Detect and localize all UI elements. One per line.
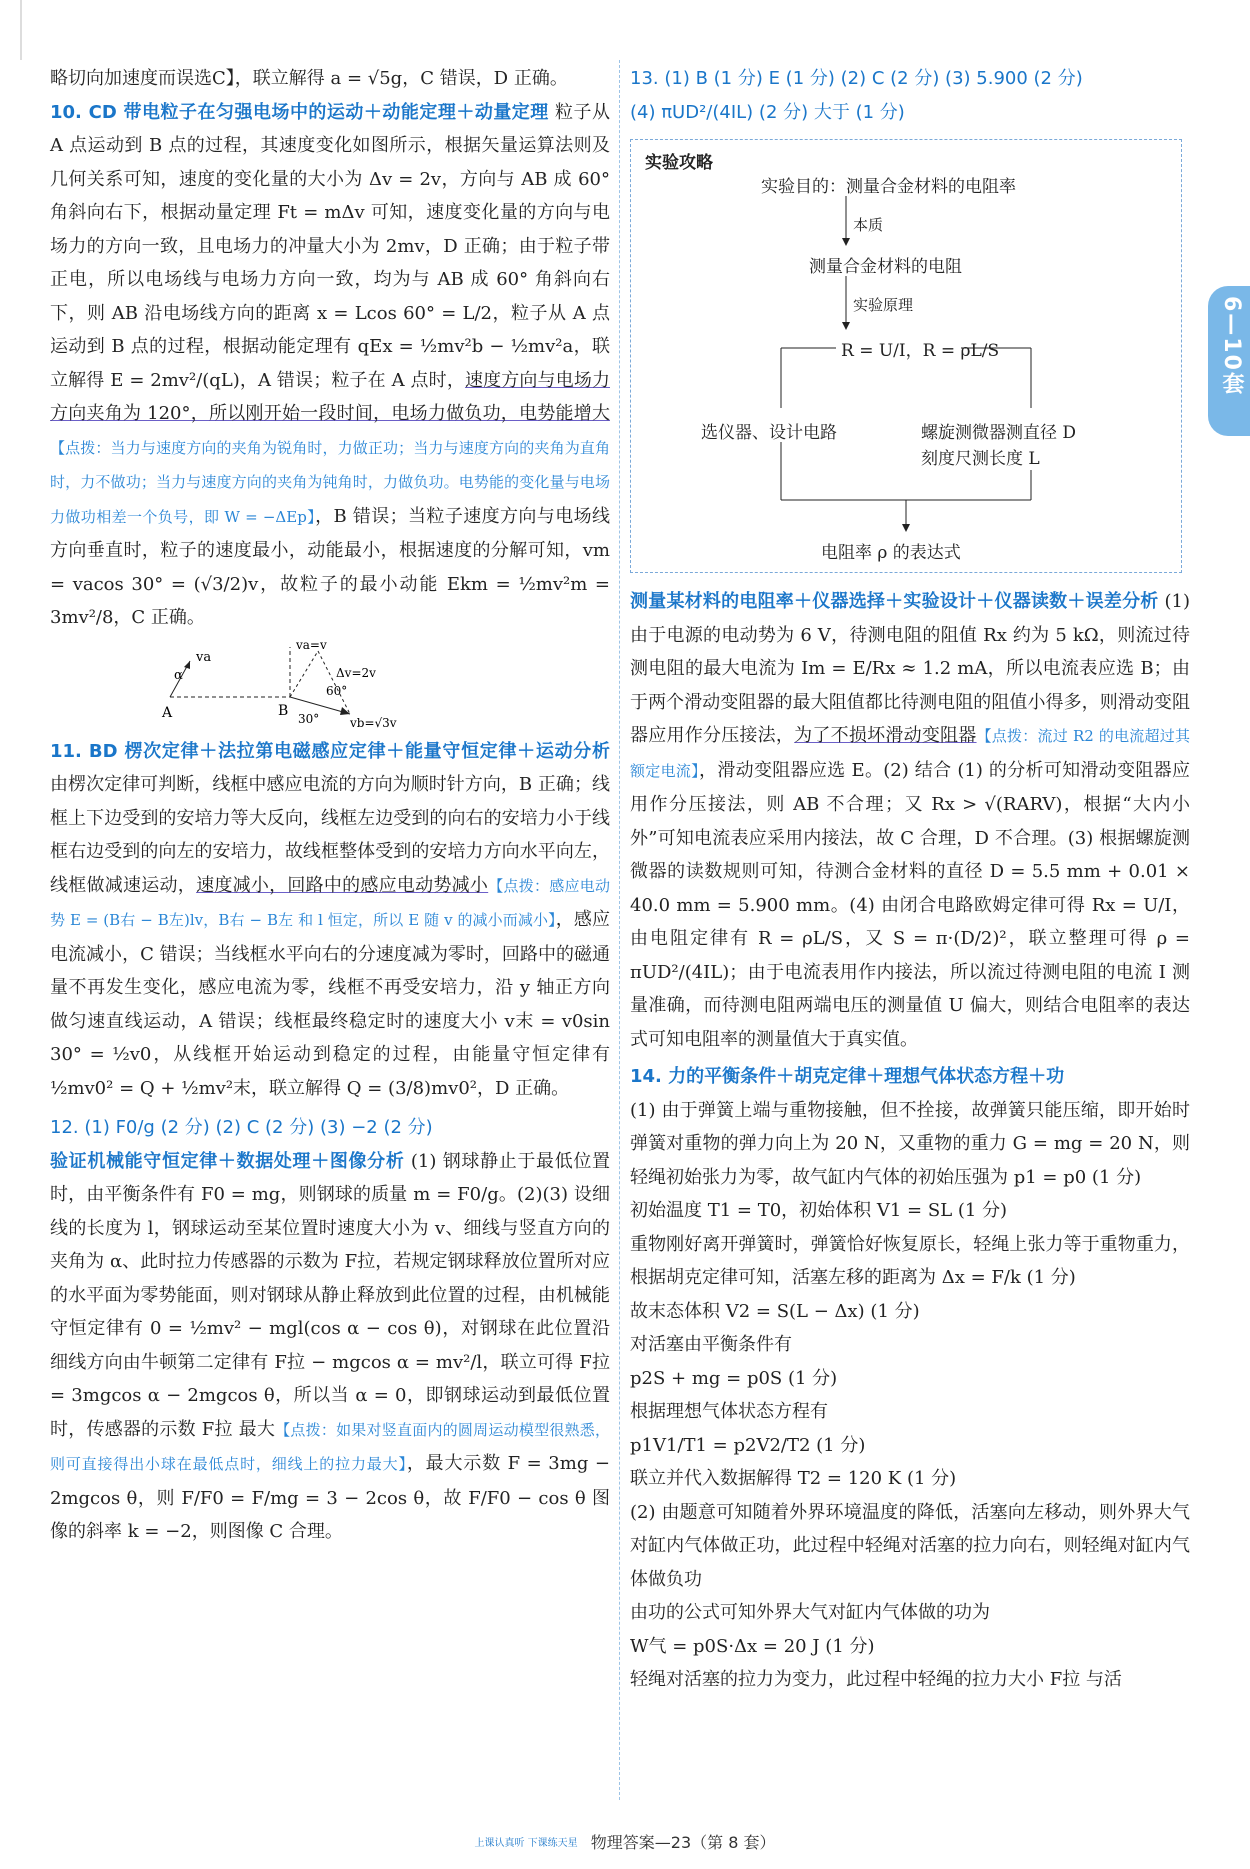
q14-line-8: 联立并代入数据解得 T2 = 120 K (1 分) bbox=[630, 1468, 957, 1489]
q14-line-4: 对活塞由平衡条件有 bbox=[630, 1334, 792, 1355]
q13-heading: 13. (1) B (1 分) E (1 分) (2) C (2 分) (3) 5.900 (2 分) bbox=[630, 68, 1083, 89]
q14-line-10: 由功的公式可知外界大气对缸内气体做的功为 bbox=[630, 1602, 990, 1623]
q9-continuation: 略切向加速度而误选C】，联立解得 a = √5g，C 错误，D 正确。 bbox=[50, 68, 568, 89]
q12-block bbox=[50, 1145, 610, 1549]
q10-text-2: ，B 错误；当粒子速度方向与电场线方向垂直时，粒子的速度最小，动能最小，根据速度的分解可知，vm = vacos 30° = (√3/2)v，故粒子的最小动能 Ekm = ½mv²m = 3mv²/8，C 正确。 bbox=[50, 505, 610, 628]
fig-A: A bbox=[162, 704, 173, 721]
fig-va: va bbox=[196, 649, 212, 665]
q10-block bbox=[50, 96, 610, 635]
q13-text-1: (1) 由于电源的电动势为 6 V，待测电阻的阻值 Rx 约为 5 kΩ，则流过待测电阻的最大电流为 Im = E/Rx ≈ 1.2 mA，所以电流表应选 B；由于两个滑动变阻器的最大阻值都比待测电阻的阻值小得多，则滑动变阻器应用作分压接法， bbox=[630, 591, 1190, 746]
q11-text-2: ，感应电流减小，C 错误；当线框水平向右的分速度减为零时，回路中的磁通量不再发生变化，感应电流为零，线框不再受安培力，沿 y 轴正方向做匀速直线运动，A 错误；线框最终稳定时的速度大小 v末 = v0sin 30° = ½v0，从线框开始运动到稳定的过程，由能量守恒定律有 ½mv0² = Q + ½mv²末，联立解得 Q = (3/8)mv0²，D 正确。 bbox=[50, 909, 610, 1099]
q13-block bbox=[630, 585, 1190, 1056]
flow-node-formula: R = U/I，R = ρL/S bbox=[841, 341, 1000, 361]
flow-node-instruments: 选仪器、设计电路 bbox=[701, 423, 837, 443]
page-number: 物理答案—23（第 8 套） bbox=[590, 1833, 776, 1852]
flow-connectors bbox=[631, 140, 1181, 572]
q14-line-6: 根据理想气体状态方程有 bbox=[630, 1401, 828, 1422]
q10-text-1: 粒子从 A 点运动到 B 点的过程，其速度变化如图所示，根据矢量运算法则及几何关系可知，速度的变化量的大小为 Δv = 2v，方向与 AB 成 60° 角斜向右下，根据动量定理 Ft = mΔv 可知，速度变化量的方向与电场力的方向一致，且电场力的冲量大小为 2mv，D 正确；由于粒子带正电，所以电场线与电场力方向一致，均为与 AB 成 60° 角斜向右下，则 AB 沿电场线方向的距离 x = Lcos 60° = L/2，粒子从 A 点运动到 B 点的过程，根据动能定理有 qEx = ½mv²b − ½mv²a，联立解得 E = 2mv²/(qL)，A 错误；粒子在 A 点时， bbox=[50, 101, 610, 391]
q14-text-1: (1) 由于弹簧上端与重物接触，但不拴接，故弹簧只能压缩，即开始时弹簧对重物的弹力向上为 20 N，又重物的重力 G = mg = 20 N，则轻绳初始张力为零，故气缸内气体的初始压强为 p1 = p0 (1 分) bbox=[630, 1099, 1190, 1188]
q14-line-11: W气 = p0S·Δx = 20 J (1 分) bbox=[630, 1635, 875, 1657]
q13-hint: 【点拨：流过 R2 的电流超过其额定电流】 bbox=[630, 727, 1191, 780]
set-range-tab bbox=[1208, 286, 1250, 436]
velocity-diagram bbox=[50, 639, 610, 729]
q12-tags: 验证机械能守恒定律＋数据处理＋图像分析 bbox=[50, 1150, 405, 1172]
flow-node-resistivity: 电阻率 ρ 的表达式 bbox=[821, 543, 961, 563]
flow-edge-essence: 本质 bbox=[853, 216, 884, 234]
page-footer bbox=[0, 1830, 1250, 1853]
q11-hint: 【点拨：感应电动势 E = (B右 − B左)lv，B右 − B左 和 l 恒定，所以 E 随 v 的减小而减小】 bbox=[50, 876, 610, 929]
q13-heading-2: (4) πUD²/(4IL) (2 分) 大于 (1 分) bbox=[630, 101, 905, 123]
fig-B: B bbox=[278, 702, 289, 719]
q14-line-9: (2) 由题意可知随着外界环境温度的降低，活塞向左移动，则外界大气对缸内气体做正功，此过程中轻绳对活塞的拉力向右，则轻绳对缸内气体做负功 bbox=[630, 1501, 1190, 1590]
fig-60: 60° bbox=[326, 683, 348, 698]
q11-underline: 速度减小，回路中的感应电动势减小 bbox=[196, 874, 489, 896]
q12-text-2: ，最大示数 F = 3mg − 2mgcos θ，则 F/F0 = F/mg = 3 − 2cos θ，故 F/F0 − cos θ 图像的斜率 k = −2，则图像 C 合理。 bbox=[50, 1453, 610, 1542]
left-column bbox=[50, 62, 610, 1549]
q14-line-7: p1V1/T1 = p2V2/T2 (1 分) bbox=[630, 1434, 866, 1456]
q12-text-1: (1) 钢球静止于最低位置时，由平衡条件有 F0 = mg，则钢球的质量 m = F0/g。(2)(3) 设细线的长度为 l，钢球运动至某位置时速度大小为 v、细线与竖直方向的夹角为 α、此时拉力传感器的示数为 F拉，若规定钢球释放位置所对应的水平面为零势能面，则对钢球从静止释放到此位置的过程，由机械能守恒定律有 0 = ½mv² − mgl(cos α − cos θ)，对钢球在此位置沿细线方向由牛顿第二定律有 F拉 − mgcos α = mv²/l，联立可得 F拉 = 3mgcos α − 2mgcos θ，所以当 α = 0，即钢球运动到最低位置时，传感器的示数 F拉 最大 bbox=[50, 1150, 611, 1440]
q14-line-5: p2S + mg = p0S (1 分) bbox=[630, 1367, 838, 1389]
q14-line-12: 轻绳对活塞的拉力为变力，此过程中轻绳的拉力大小 F拉 与活 bbox=[630, 1669, 1122, 1690]
q10-hint: 【点拨：当力与速度方向的夹角为锐角时，力做正功；当力与速度方向的夹角为直角时，力不做功；当力与速度方向的夹角为钝角时，力做负功。电势能的变化量与电场力做功相差一个负号，即 W = −ΔEp】 bbox=[50, 438, 610, 526]
flow-node-purpose: 实验目的：测量合金材料的电阻率 bbox=[761, 177, 1016, 197]
fig-30: 30° bbox=[298, 711, 320, 726]
column-divider bbox=[619, 60, 620, 1800]
flow-edge-principle: 实验原理 bbox=[853, 296, 914, 314]
q12-hint: 【点拨：如果对竖直面内的圆周运动模型很熟悉，则可直接得出小球在最低点时，细线上的拉力最大】 bbox=[50, 1420, 610, 1473]
fig-alpha: α bbox=[174, 667, 183, 683]
q11-heading: 11. BD 楞次定律＋法拉第电磁感应定律＋能量守恒定律＋运动分析 bbox=[50, 740, 610, 762]
fig-dv: Δv=2v bbox=[336, 665, 376, 680]
experiment-flowchart bbox=[630, 139, 1182, 573]
flow-node-resistance: 测量合金材料的电阻 bbox=[809, 257, 962, 277]
q14-line-2: 重物刚好离开弹簧时，弹簧恰好恢复原长，轻绳上张力等于重物重力，根据胡克定律可知，活塞左移的距离为 Δx = F/k (1 分) bbox=[630, 1233, 1190, 1288]
q12-heading: 12. (1) F0/g (2 分) (2) C (2 分) (3) −2 (2 分) bbox=[50, 1117, 433, 1138]
q10-heading: 10. CD 带电粒子在匀强电场中的运动＋动能定理＋动量定理 bbox=[50, 101, 549, 123]
q13-text-2: ，滑动变阻器应选 E。(2) 结合 (1) 的分析可知滑动变阻器应用作分压接法，则 AB 不合理；又 Rx > √(RARV)，根据“大内小外”可知电流表应采用内接法，故 C 合理，D 不合理。(3) 根据螺旋测微器的读数规则可知，待测合金材料的直径 D = 5.5 mm + 0.01 × 40.0 mm = 5.900 mm。(4) 由闭合电路欧姆定律可得 Rx = U/I，由电阻定律有 R = ρL/S，又 S = π·(D/2)²，联立整理可得 ρ = πUD²/(4IL)；由于电流表用作内接法，所以流过待测电阻的电流 I 测量准确，而待测电阻两端电压的测量值 U 偏大，则结合电阻率的表达式可知电阻率的测量值大于真实值。 bbox=[630, 759, 1190, 1050]
q14-line-1: 初始温度 T1 = T0，初始体积 V1 = SL (1 分) bbox=[630, 1200, 1008, 1221]
q13-underline: 为了不损坏滑动变阻器 bbox=[794, 725, 977, 746]
flow-node-ruler: 刻度尺测长度 L bbox=[921, 449, 1040, 469]
fig-vb: vb=√3v bbox=[350, 715, 397, 729]
q11-block bbox=[50, 735, 610, 1106]
q14-line-3: 故末态体积 V2 = S(L − Δx) (1 分) bbox=[630, 1300, 920, 1322]
q11-text-1: 由楞次定律可判断，线框中感应电流的方向为顺时针方向，B 正确；线框上下边受到的安培力等大反向，线框左边受到的向右的安培力小于线框右边受到的向左的安培力，故线框整体受到的安培力方向水平向左，线框做减速运动， bbox=[50, 774, 610, 896]
flow-node-micrometer: 螺旋测微器测直径 D bbox=[921, 423, 1077, 443]
fig-va-eq-v: va=v bbox=[296, 638, 327, 652]
q10-underline: 速度方向与电场力方向夹角为 120°，所以刚开始一段时间，电场力做负功，电势能增大 bbox=[50, 369, 610, 424]
set-range-label: 6—10套 bbox=[1219, 296, 1244, 396]
page-edge bbox=[20, 0, 22, 60]
publisher-logo: 上课认真听 下课练天星 bbox=[474, 1838, 578, 1849]
flow-title: 实验攻略 bbox=[645, 153, 713, 173]
q14-heading: 14. 力的平衡条件＋胡克定律＋理想气体状态方程＋功 bbox=[630, 1066, 1065, 1087]
right-column bbox=[630, 62, 1190, 1697]
q13-tags: 测量某材料的电阻率＋仪器选择＋实验设计＋仪器读数＋误差分析 bbox=[630, 591, 1159, 612]
